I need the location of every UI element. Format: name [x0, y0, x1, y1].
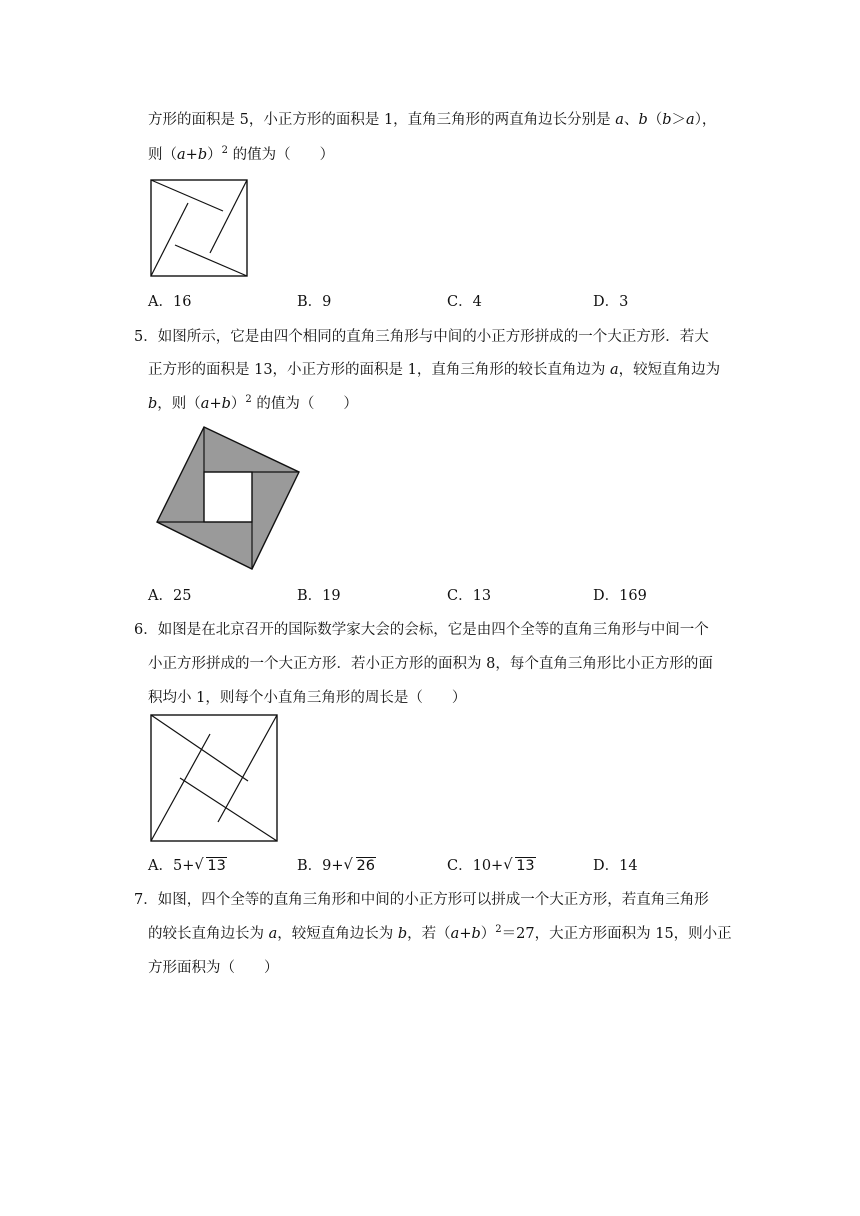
q5-option-c[interactable]: C．13 — [447, 588, 492, 604]
q4-figure — [150, 179, 248, 277]
q4-line-2: 则$(a+b)^2$ 的值为（ ） — [148, 145, 335, 163]
q6-line-1: 6．如图是在北京召开的国际数学家大会的会标，它是由四个全等的直角三角形与中间一个 — [134, 622, 709, 638]
q5-line-2: 正方形的面积是 13，小正方形的面积是 1，直角三角形的较长直角边为 a，较短直角边为 — [148, 362, 721, 378]
sqrt-symbol: √ 26 — [343, 857, 375, 874]
q7-line-2: 的较长直角边长为 a，较短直角边长为 b，若$(a+b)^2=27$，大正方形面积为 15，则小正 — [148, 924, 732, 942]
q4-option-a[interactable]: A．16 — [148, 294, 192, 310]
q4-option-b[interactable]: B．9 — [297, 294, 332, 310]
q6-option-d[interactable]: D．14 — [593, 858, 638, 874]
q7-line-3: 方形面积为（ ） — [148, 960, 279, 976]
q5-option-d[interactable]: D．169 — [593, 588, 647, 604]
q6-option-a[interactable]: A．5+ √ 13 — [148, 857, 226, 874]
q6-line-2: 小正方形拼成的一个大正方形．若小正方形的面积为 8，每个直角三角形比小正方形的面 — [148, 656, 713, 672]
q5-line-1: 5．如图所示，它是由四个相同的直角三角形与中间的小正方形拼成的一个大正方形．若大 — [134, 329, 709, 345]
q4-line-1: 方形的面积是 5，小正方形的面积是 1，直角三角形的两直角边长分别是 a、b（b＞a）， — [148, 112, 717, 128]
q5-line-3: b，则$(a+b)^2$ 的值为（ ） — [148, 394, 358, 412]
q6-figure — [150, 714, 280, 844]
sqrt-symbol: √ 13 — [503, 857, 535, 874]
q4-option-c[interactable]: C．4 — [447, 294, 482, 310]
q6-option-c[interactable]: C．10+ √ 13 — [447, 857, 535, 874]
q4-option-d[interactable]: D．3 — [593, 294, 629, 310]
sqrt-symbol: √ 13 — [194, 857, 226, 874]
q6-option-b[interactable]: B．9+ √ 26 — [297, 857, 375, 874]
q7-line-1: 7．如图，四个全等的直角三角形和中间的小正方形可以拼成一个大正方形，若直角三角形 — [134, 892, 709, 908]
q6-line-3: 积均小 1，则每个小直角三角形的周长是（ ） — [148, 690, 467, 706]
q5-option-b[interactable]: B．19 — [297, 588, 341, 604]
q5-figure — [154, 424, 302, 572]
q5-option-a[interactable]: A．25 — [148, 588, 192, 604]
